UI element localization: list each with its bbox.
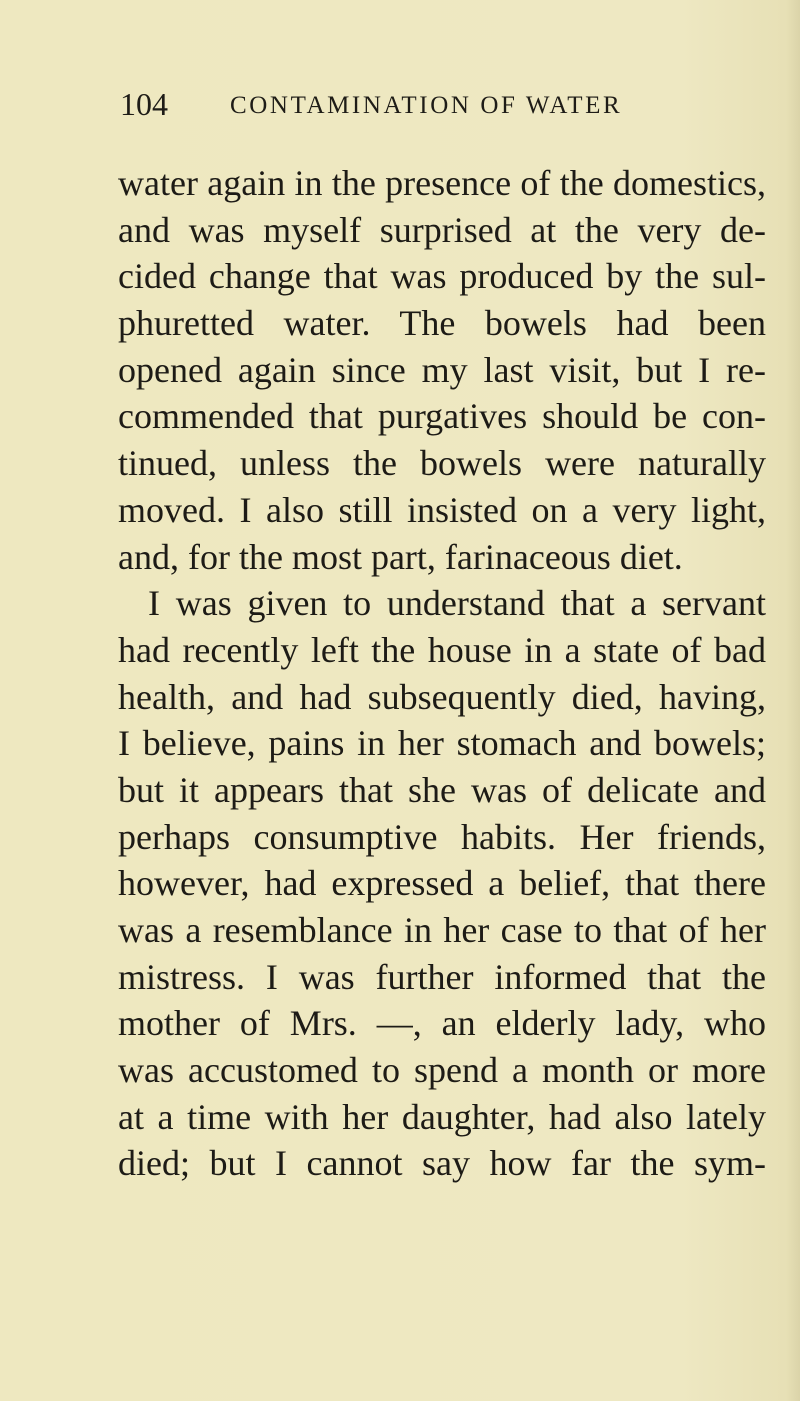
text-line: but it appears that she was of delicate and [118, 769, 766, 810]
text-line: I believe, pains in her stomach and bowels; [118, 723, 766, 764]
text-line: at a time with her daughter, had also lately [118, 1096, 766, 1137]
text-line: commended that purgatives should be con- [118, 396, 766, 437]
text-line: and was myself surprised at the very de- [118, 209, 766, 250]
text-line: was accustomed to spend a month or more [118, 1050, 766, 1091]
text-line: mother of Mrs. —, an elderly lady, who [118, 1003, 766, 1044]
text-line: died; but I cannot say how far the sym- [118, 1143, 766, 1184]
text-line: opened again since my last visit, but I re- [118, 349, 766, 390]
body-text [118, 160, 766, 1187]
running-title: CONTAMINATION OF WATER [230, 92, 623, 119]
text-line: moved. I also still insisted on a very light, [118, 489, 766, 530]
text-line: was a resemblance in her case to that of her [118, 910, 766, 950]
text-line: however, had expressed a belief, that there [118, 863, 766, 904]
text-line: had recently left the house in a state of bad [118, 629, 766, 670]
text-line: and, for the most part, farinaceous diet. [118, 536, 683, 577]
text-line: I was given to understand that a servant [148, 583, 766, 624]
text-line: phuretted water. The bowels had been [118, 303, 766, 344]
page-header [120, 82, 760, 132]
text-line: tinued, unless the bowels were naturally [118, 443, 766, 484]
text-line: perhaps consumptive habits. Her friends, [118, 816, 766, 857]
text-line: water again in the presence of the domestics, [118, 163, 766, 203]
text-line: mistress. I was further informed that the [118, 956, 766, 997]
text-line: cided change that was produced by the sul- [118, 256, 766, 297]
page-number: 104 [120, 86, 168, 122]
page-edge-shadow [786, 0, 800, 1401]
text-line: health, and had subsequently died, having, [118, 676, 766, 717]
